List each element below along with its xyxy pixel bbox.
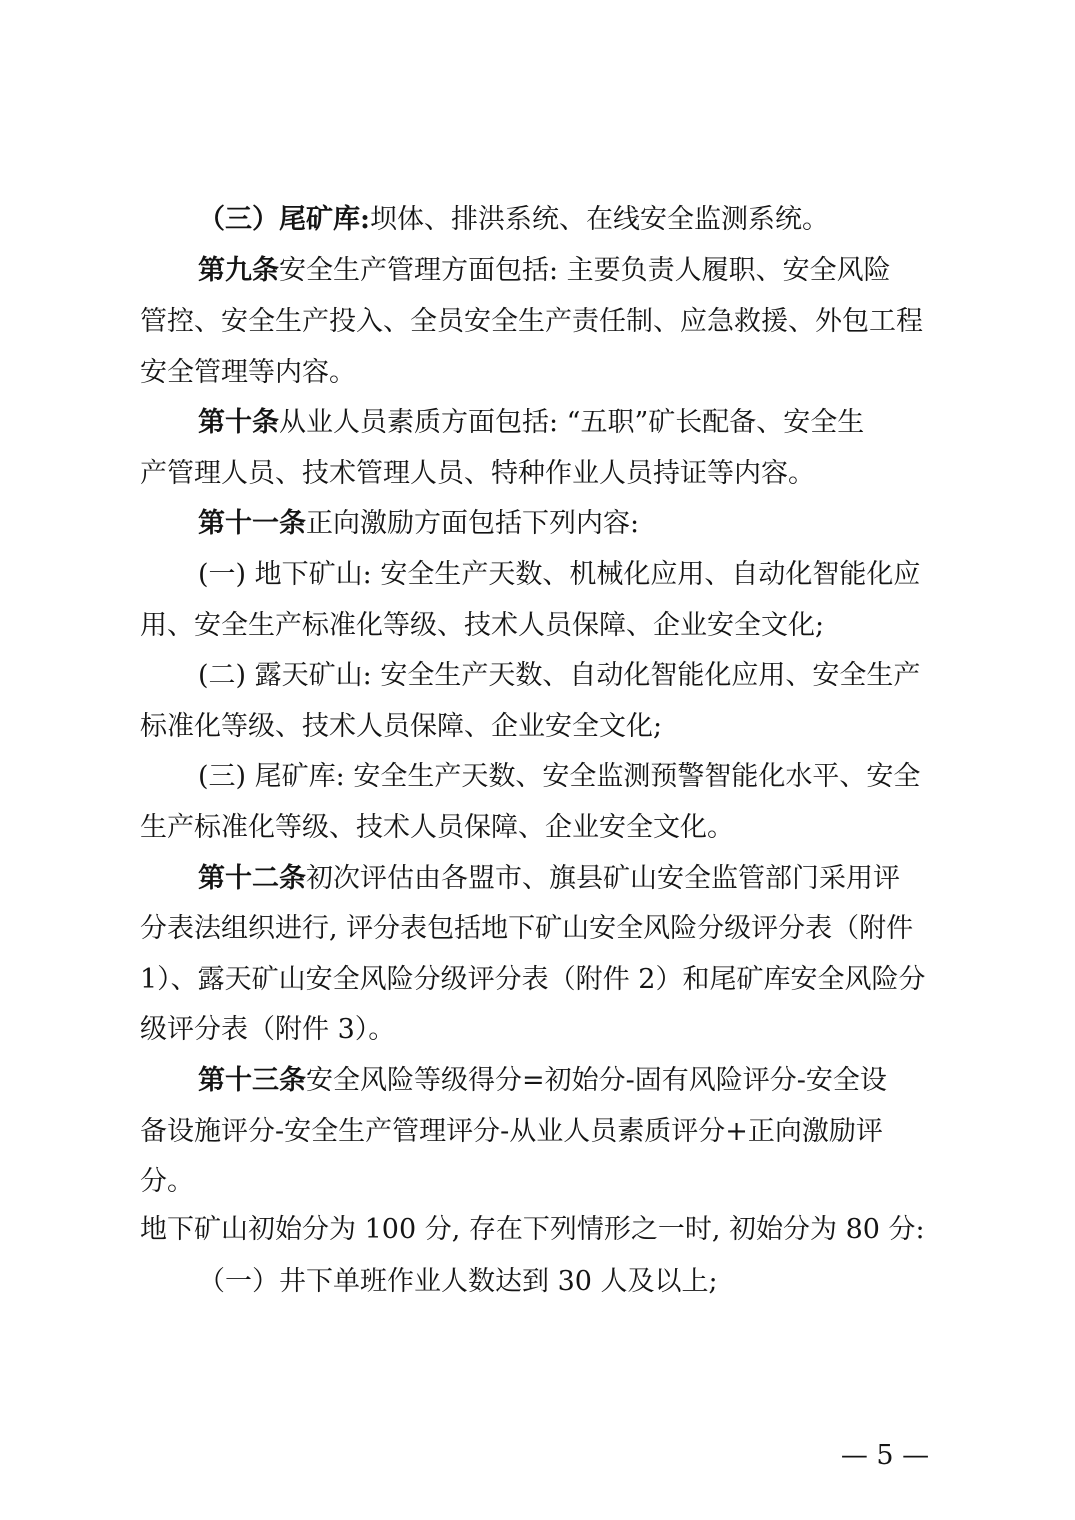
line-content xyxy=(198,859,900,899)
text-line xyxy=(0,1061,1075,1101)
text-line xyxy=(0,909,1075,949)
text-line xyxy=(0,1010,1075,1050)
article-heading: 第十三条 xyxy=(198,1065,306,1096)
text-line xyxy=(0,200,1075,240)
line-content xyxy=(198,656,920,696)
body-text: 正向激励方面包括下列内容: xyxy=(306,508,640,539)
body-text: (一) 地下矿山: 安全生产天数、机械化应用、自动化智能化应 xyxy=(198,559,921,590)
line-content xyxy=(140,302,923,342)
text-line xyxy=(0,757,1075,797)
line-content xyxy=(198,1061,887,1101)
body-text: 1）、露天矿山安全风险分级评分表（附件 2）和尾矿库安全风险分 xyxy=(140,964,926,995)
text-line xyxy=(0,1210,1075,1250)
body-text: （一）井下单班作业人数达到 30 人及以上; xyxy=(198,1266,718,1297)
article-heading: 第十一条 xyxy=(198,508,306,539)
body-text: 级评分表（附件 3）。 xyxy=(140,1014,396,1045)
line-content xyxy=(140,909,913,949)
line-content xyxy=(140,808,734,848)
body-text: 从业人员素质方面包括: “五职”矿长配备、安全生 xyxy=(279,407,865,438)
text-line xyxy=(0,656,1075,696)
article-heading: （三）尾矿库: xyxy=(198,204,370,235)
body-text: 管控、安全生产投入、全员安全生产责任制、应急救援、外包工程 xyxy=(140,306,923,337)
text-line xyxy=(0,808,1075,848)
line-content xyxy=(198,403,864,443)
body-text: (三) 尾矿库: 安全生产天数、安全监测预警智能化水平、安全 xyxy=(198,761,921,792)
text-line xyxy=(0,1262,1075,1302)
text-line xyxy=(0,555,1075,595)
text-line xyxy=(0,859,1075,899)
line-content xyxy=(198,555,920,595)
text-line xyxy=(0,454,1075,494)
body-text: 分表法组织进行, 评分表包括地下矿山安全风险分级评分表（附件 xyxy=(140,913,914,944)
line-content xyxy=(140,454,815,494)
text-line xyxy=(0,353,1075,393)
text-line xyxy=(0,707,1075,747)
text-line xyxy=(0,302,1075,342)
article-heading: 第九条 xyxy=(198,255,279,286)
line-content xyxy=(140,1210,925,1250)
body-text: 标准化等级、技术人员保障、企业安全文化; xyxy=(140,711,663,742)
line-content xyxy=(198,757,920,797)
page-number: — 5 — xyxy=(840,1440,930,1471)
text-line xyxy=(0,403,1075,443)
line-content xyxy=(140,707,662,747)
body-text: 产管理人员、技术管理人员、特种作业人员持证等内容。 xyxy=(140,458,815,489)
body-text: 用、安全生产标准化等级、技术人员保障、企业安全文化; xyxy=(140,610,825,641)
line-content xyxy=(198,200,829,240)
body-text: 安全管理等内容。 xyxy=(140,357,356,388)
body-text: 安全生产管理方面包括: 主要负责人履职、安全风险 xyxy=(279,255,891,286)
body-text: 生产标准化等级、技术人员保障、企业安全文化。 xyxy=(140,812,734,843)
body-text: 安全风险等级得分=初始分-固有风险评分-安全设 xyxy=(306,1065,887,1096)
line-content xyxy=(140,353,356,393)
line-content xyxy=(140,1010,395,1050)
text-line xyxy=(0,504,1075,544)
line-content xyxy=(198,251,891,291)
text-line xyxy=(0,251,1075,291)
body-text: (二) 露天矿山: 安全生产天数、自动化智能化应用、安全生产 xyxy=(198,660,921,691)
line-content xyxy=(140,1162,194,1202)
text-line xyxy=(0,606,1075,646)
article-heading: 第十条 xyxy=(198,407,279,438)
body-text: 分。 xyxy=(140,1166,194,1197)
line-content xyxy=(198,504,639,544)
body-text: 初次评估由各盟市、旗县矿山安全监管部门采用评 xyxy=(306,863,900,894)
text-line xyxy=(0,1112,1075,1152)
line-content xyxy=(140,1112,883,1152)
text-line xyxy=(0,1162,1075,1202)
body-text: 地下矿山初始分为 100 分, 存在下列情形之一时, 初始分为 80 分: xyxy=(140,1214,925,1245)
article-heading: 第十二条 xyxy=(198,863,306,894)
body-text: 备设施评分-安全生产管理评分-从业人员素质评分+正向激励评 xyxy=(140,1116,883,1147)
line-content xyxy=(140,960,925,1000)
body-text: 坝体、排洪系统、在线安全监测系统。 xyxy=(369,204,829,235)
text-line xyxy=(0,960,1075,1000)
line-content xyxy=(198,1262,718,1302)
line-content xyxy=(140,606,824,646)
